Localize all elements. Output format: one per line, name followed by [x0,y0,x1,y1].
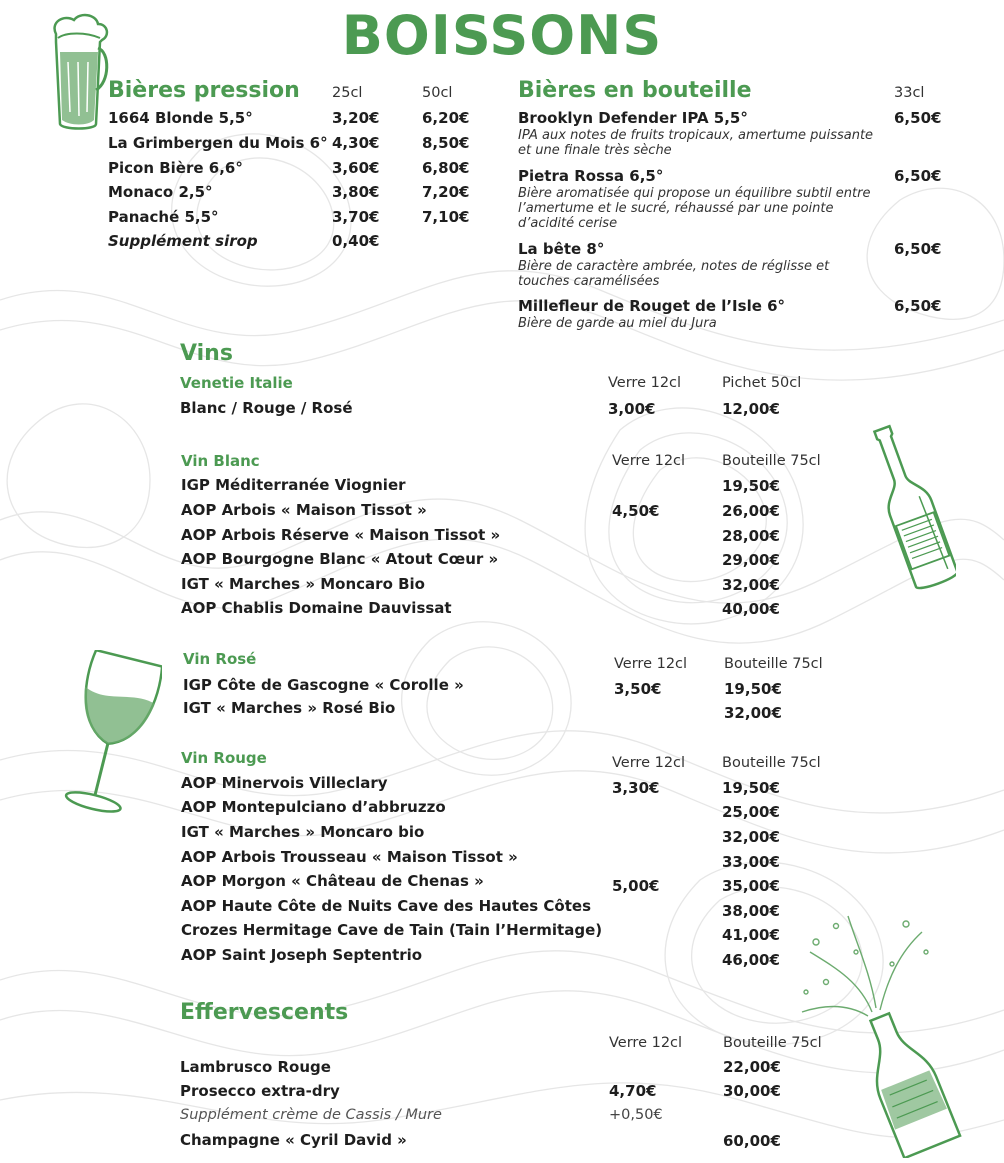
menu-item-name: IGP Méditerranée Viognier [181,476,406,494]
menu-item-price: 41,00€ [722,926,780,944]
menu-item-price: 4,50€ [612,502,660,520]
column-header-50cl: 50cl [422,85,453,101]
menu-item-name: Champagne « Cyril David » [180,1131,407,1149]
menu-item-price: 46,00€ [722,951,780,969]
menu-item-name: IGT « Marches » Moncaro Bio [181,575,425,593]
menu-item-name: AOP Chablis Domaine Dauvissat [181,599,452,617]
menu-item-price: 6,50€ [894,109,942,127]
menu-item-price: 12,00€ [722,400,780,418]
page-title: BOISSONS [341,4,663,67]
menu-item-name: Crozes Hermitage Cave de Tain (Tain l’Hermitage) [181,921,603,939]
column-header-verre: Verre 12cl [608,375,682,391]
menu-item-description: Bière aromatisée qui propose un équilibre subtil entre l’amertume et le sucré, réhaussé par une pointe d’acidité cerise [518,186,871,231]
subsection-heading-blanc: Vin Blanc [181,452,260,470]
wine-bottle-icon [864,420,956,592]
column-header-bouteille: Bouteille 75cl [724,656,823,672]
champagne-bottle-icon [796,912,972,1158]
menu-item-price: 26,00€ [722,502,780,520]
menu-item-price: 19,50€ [722,779,780,797]
menu-item-name: IGP Côte de Gascogne « Corolle » [183,676,464,694]
supplement-label: Supplément crème de Cassis / Mure [180,1107,442,1123]
menu-item-description: IPA aux notes de fruits tropicaux, amertume puissante et une finale très sèche [518,128,874,158]
menu-item-price: 4,70€ [609,1082,657,1100]
column-header-verre: Verre 12cl [614,656,688,672]
column-header-verre: Verre 12cl [612,453,686,469]
menu-item-name: Lambrusco Rouge [180,1058,331,1076]
menu-item-price: 6,80€ [422,159,470,177]
menu-item-price: 7,20€ [422,183,470,201]
menu-item-name: Picon Bière 6,6° [108,159,243,177]
menu-item-price: 3,60€ [332,159,380,177]
menu-item-price: 19,50€ [722,477,780,495]
subsection-heading-venetie: Venetie Italie [180,374,293,392]
supplement-label: Supplément sirop [108,232,258,250]
menu-item-name: IGT « Marches » Moncaro bio [181,823,425,841]
menu-item-price: 7,10€ [422,208,470,226]
menu-item-price: 40,00€ [722,600,780,618]
menu-item-price: 3,70€ [332,208,380,226]
column-header-pichet: Pichet 50cl [722,375,802,391]
menu-item-name: Panaché 5,5° [108,208,219,226]
menu-item-price: 38,00€ [722,902,780,920]
menu-item-price: 32,00€ [722,828,780,846]
menu-item-name: AOP Bourgogne Blanc « Atout Cœur » [181,550,499,568]
menu-item-price: 33,00€ [722,853,780,871]
column-header-bouteille: Bouteille 75cl [722,453,821,469]
menu-item-price: 6,20€ [422,109,470,127]
menu-item-price: 3,50€ [614,680,662,698]
menu-item-name: La bête 8° [518,240,605,258]
menu-item-name: Millefleur de Rouget de l’Isle 6° [518,297,786,315]
menu-item-price: 29,00€ [722,551,780,569]
menu-item-name: La Grimbergen du Mois 6° [108,134,328,152]
menu-item-price: 5,00€ [612,877,660,895]
menu-item-name: AOP Minervois Villeclary [181,774,388,792]
menu-item-name: Blanc / Rouge / Rosé [180,399,353,417]
subsection-heading-rose: Vin Rosé [183,650,257,668]
menu-item-price: 3,20€ [332,109,380,127]
column-header-verre: Verre 12cl [609,1035,683,1051]
menu-item-price: 4,30€ [332,134,380,152]
column-header-verre: Verre 12cl [612,755,686,771]
menu-item-price: 35,00€ [722,877,780,895]
menu-item-name: AOP Arbois « Maison Tissot » [181,501,427,519]
menu-item-price: 3,80€ [332,183,380,201]
column-header-bouteille: Bouteille 75cl [723,1035,822,1051]
column-header-bouteille: Bouteille 75cl [722,755,821,771]
menu-item-price: 6,50€ [894,167,942,185]
menu-item-name: IGT « Marches » Rosé Bio [183,699,396,717]
supplement-price: +0,50€ [609,1107,663,1123]
section-heading-bouteille: Bières en bouteille [518,78,752,103]
menu-item-description: Bière de caractère ambrée, notes de réglisse et touches caramélisées [518,259,830,289]
menu-item-price: 30,00€ [723,1082,781,1100]
section-heading-vins: Vins [180,341,233,366]
menu-item-price: 8,50€ [422,134,470,152]
menu-item-price: 3,30€ [612,779,660,797]
column-header-33cl: 33cl [894,85,925,101]
menu-item-name: Monaco 2,5° [108,183,213,201]
subsection-heading-rouge: Vin Rouge [181,749,267,767]
wine-glass-icon [58,650,162,820]
menu-item-price: 22,00€ [723,1058,781,1076]
menu-item-price: 32,00€ [724,704,782,722]
menu-item-name: Prosecco extra-dry [180,1082,340,1100]
menu-item-name: AOP Morgon « Château de Chenas » [181,872,484,890]
menu-item-name: AOP Haute Côte de Nuits Cave des Hautes Côtes [181,897,592,915]
menu-item-price: 28,00€ [722,527,780,545]
menu-item-name: AOP Arbois Trousseau « Maison Tissot » [181,848,518,866]
column-header-25cl: 25cl [332,85,363,101]
menu-item-price: 25,00€ [722,803,780,821]
menu-item-price: 3,00€ [608,400,656,418]
menu-item-price: 6,50€ [894,297,942,315]
menu-item-name: AOP Saint Joseph Septentrio [181,946,423,964]
menu-item-name: 1664 Blonde 5,5° [108,109,253,127]
menu-item-price: 32,00€ [722,576,780,594]
menu-item-description: Bière de garde au miel du Jura [518,316,717,331]
menu-item-name: Brooklyn Defender IPA 5,5° [518,109,748,127]
section-heading-pression: Bières pression [108,78,300,103]
menu-item-price: 19,50€ [724,680,782,698]
menu-item-name: AOP Arbois Réserve « Maison Tissot » [181,526,501,544]
menu-item-price: 6,50€ [894,240,942,258]
menu-item-name: AOP Montepulciano d’abbruzzo [181,798,446,816]
menu-item-price: 60,00€ [723,1132,781,1150]
supplement-price: 0,40€ [332,232,380,250]
menu-item-name: Pietra Rossa 6,5° [518,167,664,185]
section-heading-effervescents: Effervescents [180,1000,349,1025]
